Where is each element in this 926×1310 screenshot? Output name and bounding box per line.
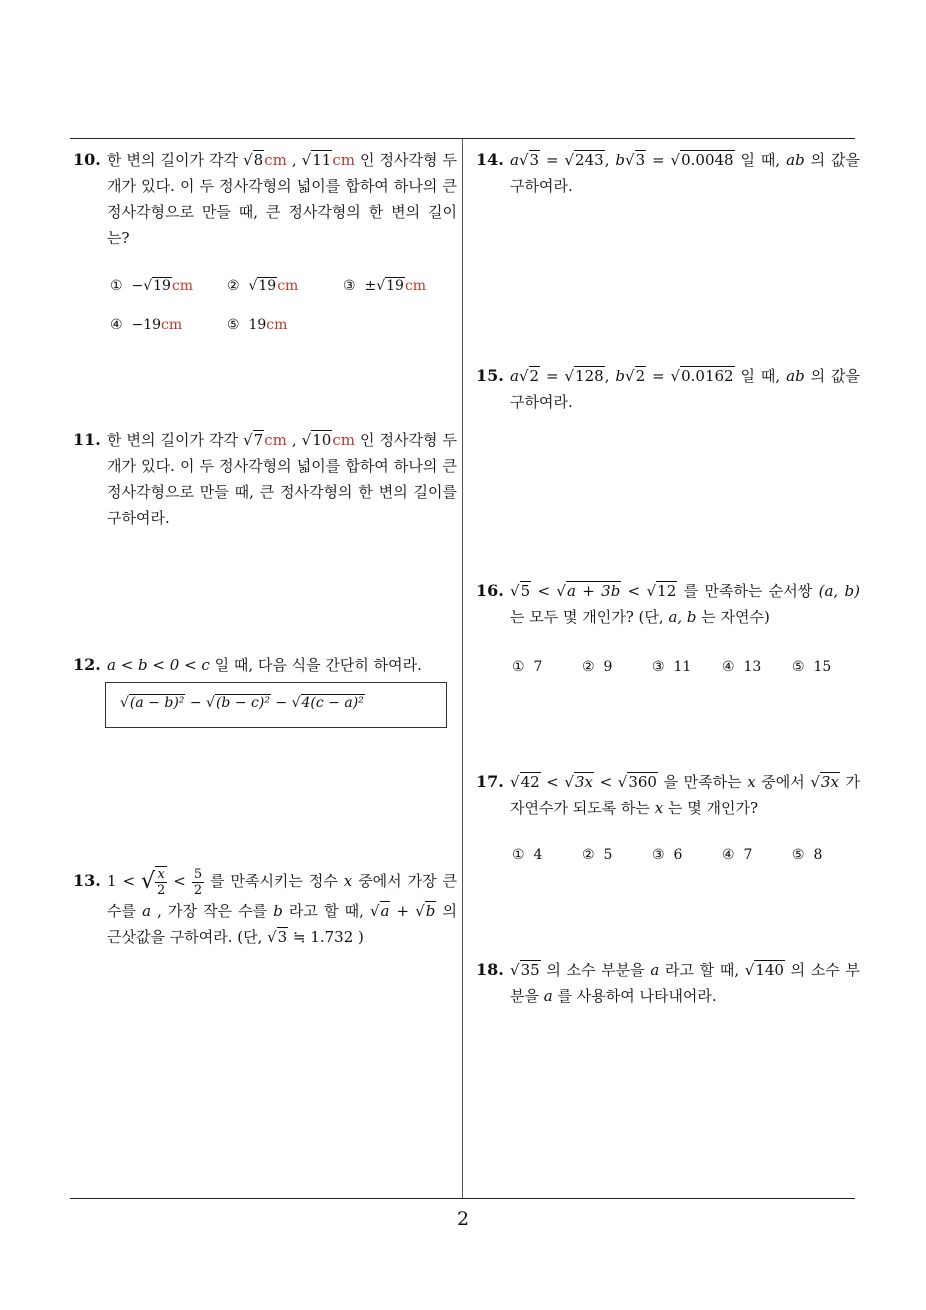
choice-5[interactable]: ⑤ 15: [792, 659, 832, 675]
sqrt-8: √8: [243, 151, 264, 169]
question-11: [73, 427, 457, 531]
question-text: a < b < 0 < c 일 때, 다음 식을 간단히 하여라.: [107, 656, 422, 674]
choice-1[interactable]: ① 7: [512, 659, 543, 675]
question-text: 한 변의 길이가 각각 √7cm , √10cm 인 정사각형 두 개가 있다. 이 두 정사각형의 넓이를 합하여 하나의 큰 정사각형으로 만들 때, 큰 정사각형의 한 변의 길이를 구하여라.: [107, 431, 457, 527]
question-14: [476, 147, 860, 199]
question-number: 14.: [476, 150, 504, 169]
question-13: [73, 866, 457, 950]
unit: cm: [264, 151, 287, 169]
choice-2[interactable]: ② √19cm: [227, 278, 299, 294]
unit: cm: [332, 151, 355, 169]
choice-2[interactable]: ② 9: [582, 659, 613, 675]
choice-3[interactable]: ③ ±√19cm: [343, 278, 427, 294]
question-text: √5 < √a + 3b < √12 를 만족하는 순서쌍 (a, b) 는 모두 몇 개인가? (단, a, b 는 자연수): [510, 582, 860, 626]
choice-5[interactable]: ⑤ 8: [792, 847, 823, 863]
expression: √(a − b)² − √(b − c)² − √4(c − a)²: [120, 695, 364, 711]
choice-4[interactable]: ④ −19cm: [110, 317, 183, 333]
question-text: √42 < √3x < √360 을 만족하는 x 중에서 √3x 가 자연수가 되도록 하는 x 는 몇 개인가?: [510, 773, 861, 817]
choice-1[interactable]: ① 4: [512, 847, 543, 863]
question-number: 10.: [73, 150, 101, 169]
choice-3[interactable]: ③ 6: [652, 847, 683, 863]
question-text: 1 < √ $\frac{x}{2}$ < $\frac{5}{2}$ 를 만족시키는 정수 x 중에서 가장 큰 수를 a , 가장 작은 수를 b 라고 할 때, √a + √b 의 근삿값을 구하여라. (단, √3 ≒ 1.732 ): [107, 866, 458, 946]
sqrt-7: √7: [243, 431, 264, 449]
sqrt-fraction: √ $\frac{x}{2}$: [141, 867, 166, 898]
question-12: [73, 652, 457, 678]
sqrt-10: √10: [301, 431, 332, 449]
column-divider: [462, 139, 463, 1199]
bottom-rule: [70, 1198, 855, 1199]
question-number: 13.: [73, 871, 101, 890]
choice-2[interactable]: ② 5: [582, 847, 613, 863]
question-10: [73, 147, 457, 251]
question-number: 15.: [476, 366, 504, 385]
page-number: 2: [456, 1208, 470, 1230]
question-17: [476, 769, 860, 821]
question-18: [476, 957, 860, 1009]
question-number: 11.: [73, 430, 101, 449]
choice-4[interactable]: ④ 13: [722, 659, 762, 675]
choice-4[interactable]: ④ 7: [722, 847, 753, 863]
question-number: 17.: [476, 772, 504, 791]
question-number: 16.: [476, 581, 504, 600]
choice-1[interactable]: ① −√19cm: [110, 278, 194, 294]
question-number: 12.: [73, 655, 101, 674]
fraction: $\frac{5}{2}$: [193, 866, 203, 898]
question-text: 한 변의 길이가 각각 √8cm , √11cm 인 정사각형 두 개가 있다. 이 두 정사각형의 넓이를 합하여 하나의 큰 정사각형으로 만들 때, 큰 정사각형의 한 변의 길이는?: [107, 151, 457, 247]
question-text: a√2 = √128, b√2 = √0.0162 일 때, ab 의 값을 구하여라.: [510, 367, 860, 411]
question-text: √35 의 소수 부분을 a 라고 할 때, √140 의 소수 부분을 a 를 사용하여 나타내어라.: [510, 961, 861, 1005]
question-15: [476, 363, 860, 415]
choice-3[interactable]: ③ 11: [652, 659, 692, 675]
question-number: 18.: [476, 960, 504, 979]
expression-box: [105, 682, 447, 728]
choice-5[interactable]: ⑤ 19cm: [227, 317, 288, 333]
question-text: a√3 = √243, b√3 = √0.0048 일 때, ab 의 값을 구하여라.: [510, 151, 860, 195]
sqrt-11: √11: [301, 151, 332, 169]
question-16: [476, 578, 860, 630]
